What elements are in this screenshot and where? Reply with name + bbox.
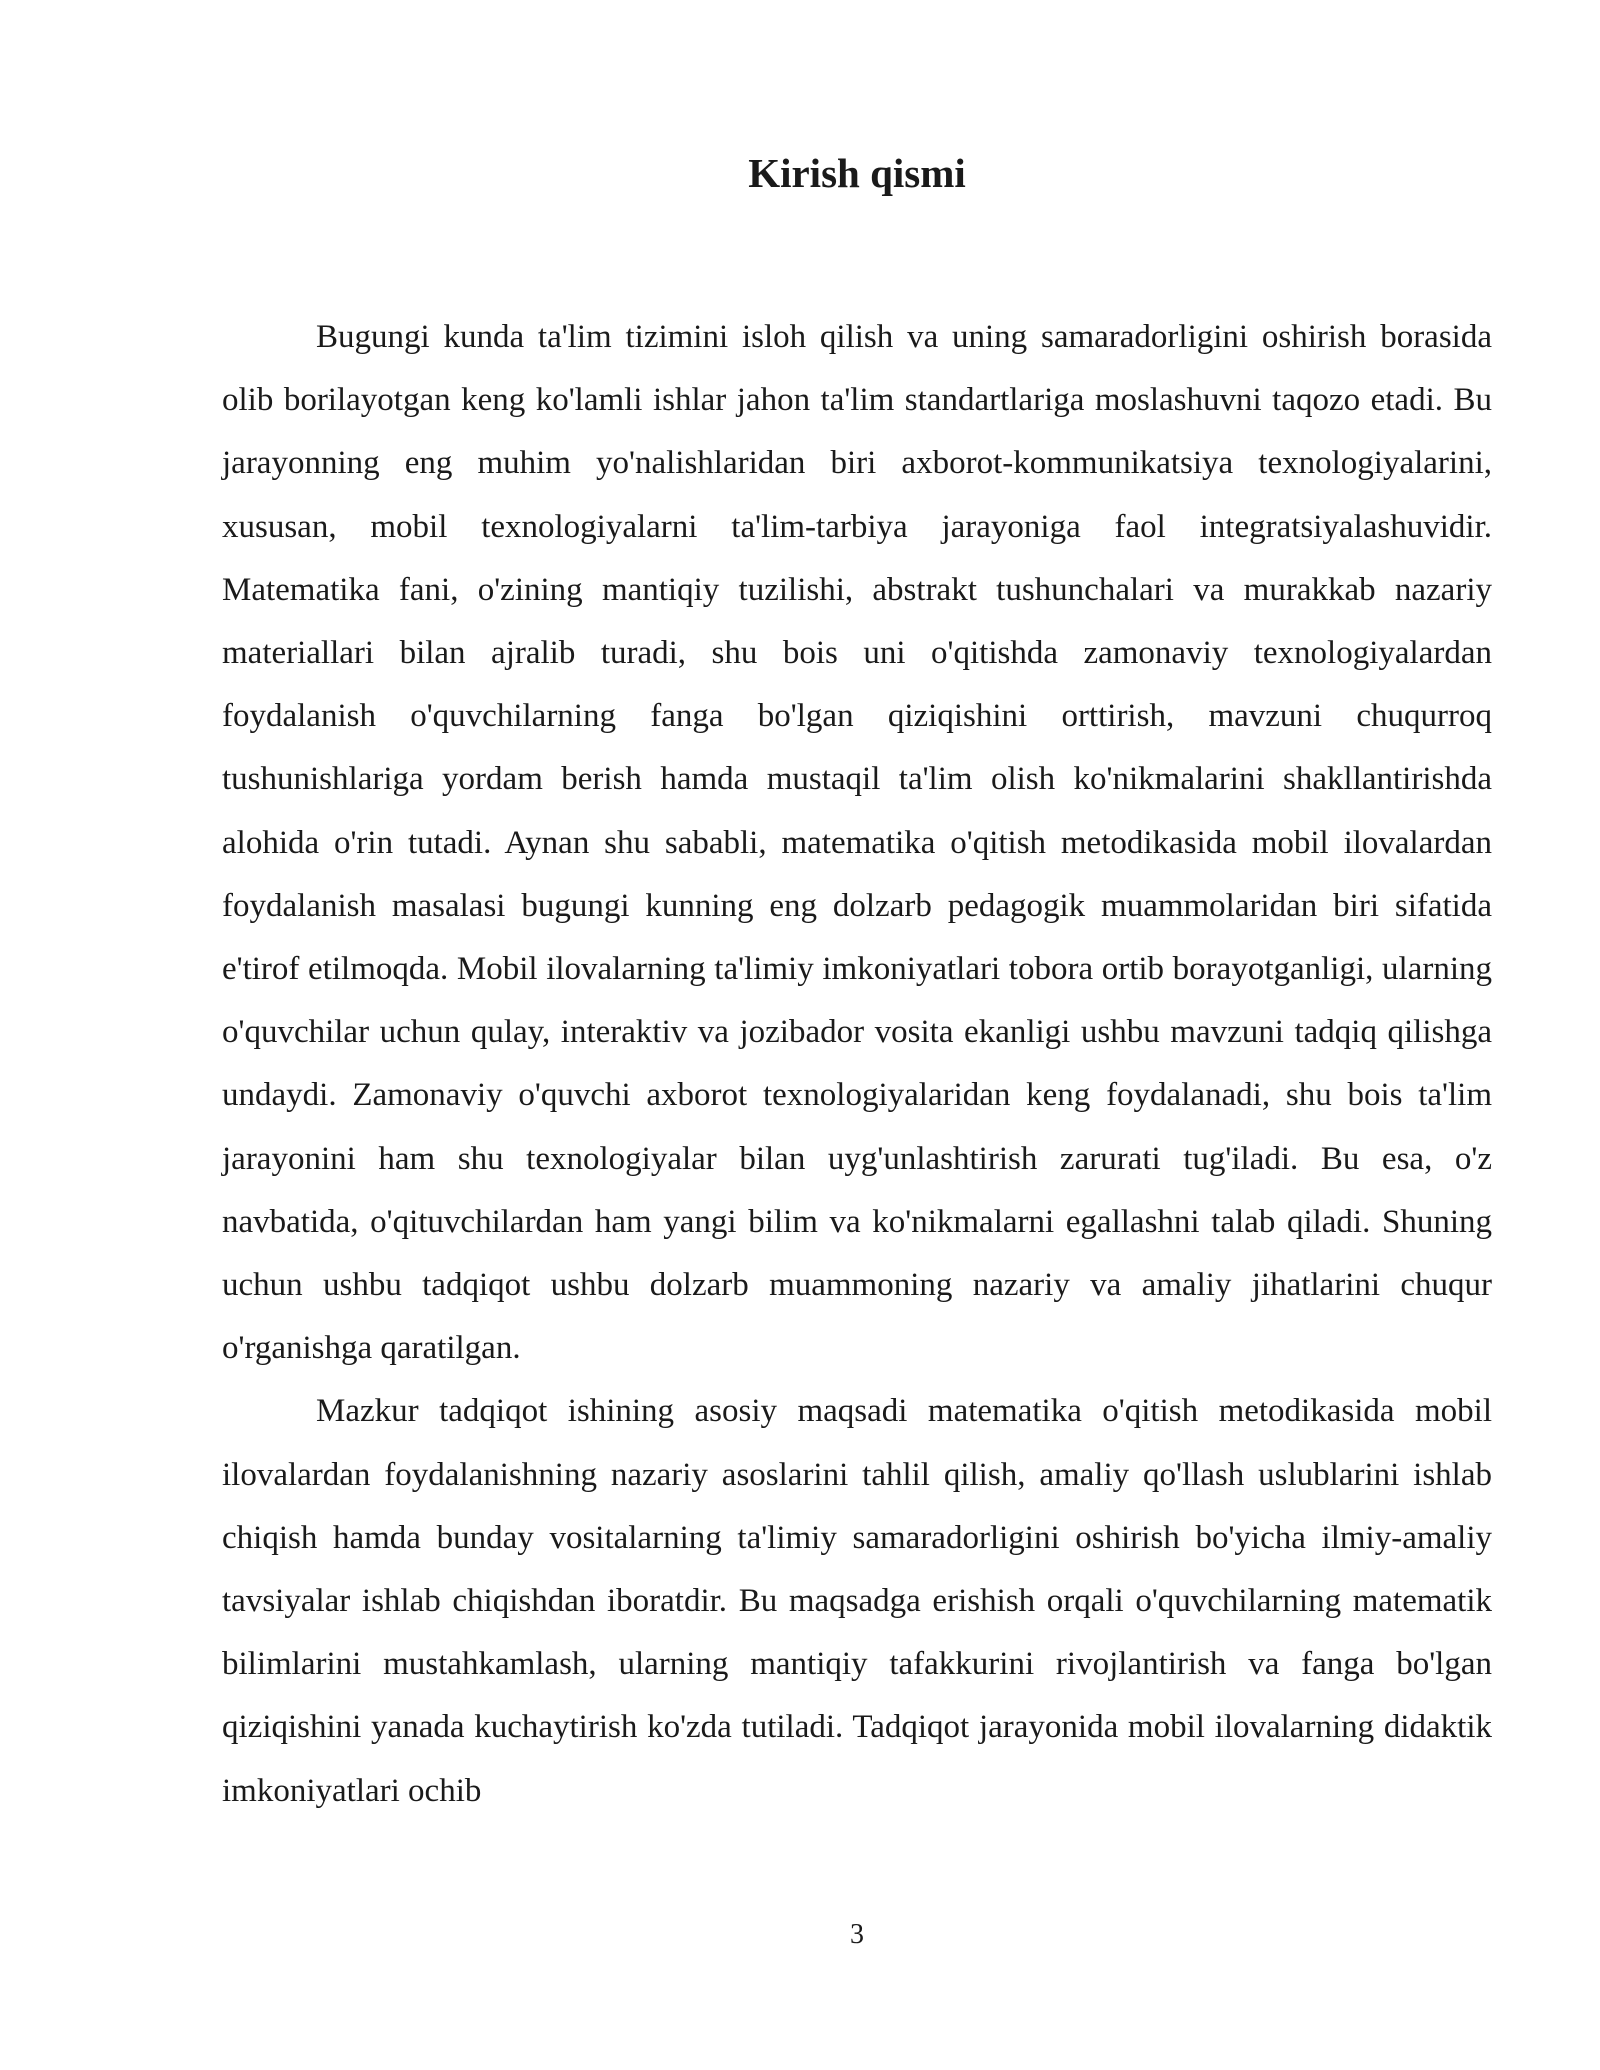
body-text [222,306,1492,1823]
paragraph-1: Bugungi kunda ta'lim tizimini isloh qilish va uning samaradorligini oshirish borasida olib borilayotgan keng ko'lamli ishlar jahon ta'lim standartlariga moslashuvni taqozo etadi. Bu jarayonning eng muhim yo'nalishlaridan biri axborot-kommunikatsiya texnologiyalarini, xususan, mobil texnologiyalarni ta'lim-tarbiya jarayoniga faol integratsiyalashuvidir. Matematika fani, o'zining mantiqiy tuzilishi, abstrakt tushunchalari va murakkab nazariy materiallari bilan ajralib turadi, shu bois uni o'qitishda zamonaviy texnologiyalardan foydalanish o'quvchilarning fanga bo'lgan qiziqishini orttirish, mavzuni chuqurroq tushunishlariga yordam berish hamda mustaqil ta'lim olish ko'nikmalarini shakllantirishda alohida o'rin tutadi. Aynan shu sababli, matematika o'qitish metodikasida mobil ilovalardan foydalanish masalasi bugungi kunning eng dolzarb pedagogik muammolaridan biri sifatida e'tirof etilmoqda. Mobil ilovalarning ta'limiy imkoniyatlari tobora ortib borayotganligi, ularning o'quvchilar uchun qulay, interaktiv va jozibador vosita ekanligi ushbu mavzuni tadqiq qilishga undaydi. Zamonaviy o'quvchi axborot texnologiyalaridan keng foydalanadi, shu bois ta'lim jarayonini ham shu texnologiyalar bilan uyg'unlashtirish zarurati tug'iladi. Bu esa, o'z navbatida, o'qituvchilardan ham yangi bilim va ko'nikmalarni egallashni talab qiladi. Shuning uchun ushbu tadqiqot ushbu dolzarb muammoning nazariy va amaliy jihatlarini chuqur o'rganishga qaratilgan. [222,319,1492,1367]
page-title: Kirish qismi [748,150,966,196]
title-container [222,148,1492,198]
page-number: 3 [850,1919,864,1950]
paragraph-2: Mazkur tadqiqot ishining asosiy maqsadi matematika o'qitish metodikasida mobil ilovalardan foydalanishning nazariy asoslarini tahlil qilish, amaliy qo'llash uslublarini ishlab chiqish hamda bunday vositalarning ta'limiy samaradorligini oshirish bo'yicha ilmiy-amaliy tavsiyalar ishlab chiqishdan iboratdir. Bu maqsadga erishish orqali o'quvchilarning matematik bilimlarini mustahkamlash, ularning mantiqiy tafakkurini rivojlantirish va fanga bo'lgan qiziqishini yanada kuchaytirish ko'zda tutiladi. Tadqiqot jarayonida mobil ilovalarning didaktik imkoniyatlari ochib [222,1393,1492,1809]
